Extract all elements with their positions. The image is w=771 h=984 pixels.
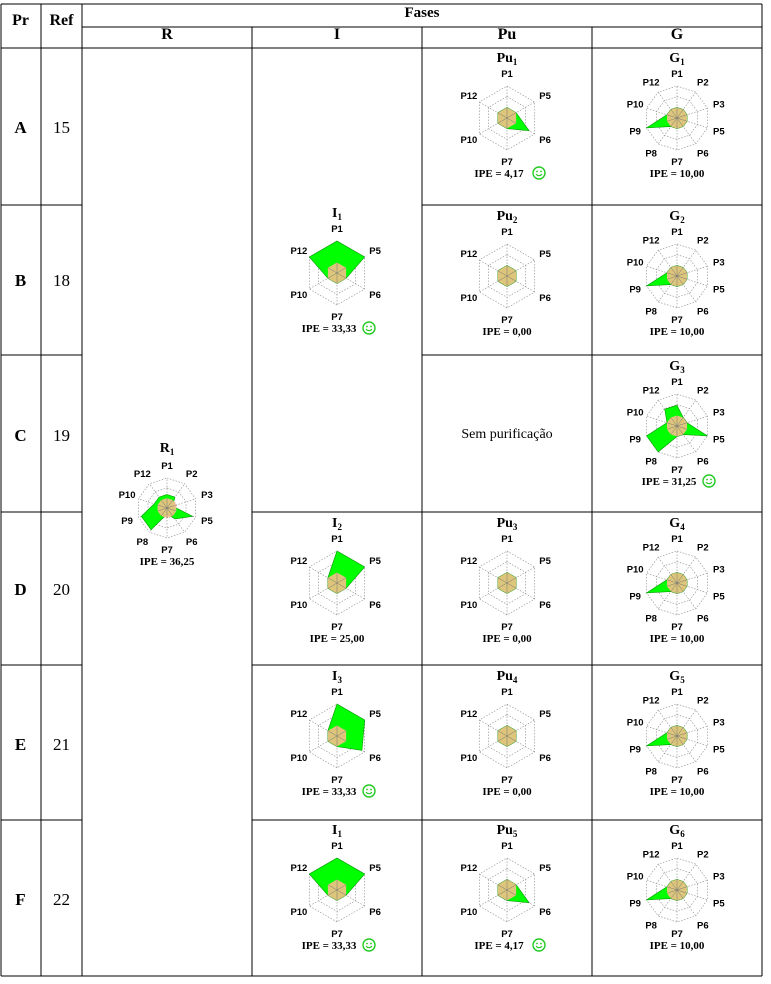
radar-axis-label: P8 (645, 766, 657, 778)
radar-title: $I_1$ (332, 823, 342, 839)
radar-axis-label: P12 (642, 695, 660, 707)
row-a-pr: A (14, 118, 27, 137)
radar-axis-label: P9 (629, 434, 641, 446)
radar-axis-label: P7 (671, 775, 683, 786)
radar-axis-label: P12 (642, 385, 660, 397)
row-b-pr: B (14, 271, 27, 290)
header-phase-r: R (161, 26, 173, 43)
radar-axis-label: P1 (671, 69, 683, 80)
radar-axis-label: P5 (713, 126, 725, 138)
radar-axis-label: P2 (697, 849, 709, 861)
radar-chart-pu1 (432, 50, 582, 200)
radar-chart-i1b (262, 822, 412, 972)
radar-axis-label: P10 (118, 490, 136, 502)
radar-axis-label: P6 (539, 135, 551, 146)
radar-title: $G_2$ (669, 209, 685, 225)
radar-title: $G_1$ (669, 51, 685, 67)
ipe-label: IPE = 10,00 (649, 940, 705, 952)
radar-title: $Pu_5$ (496, 823, 518, 839)
radar-axis-label: P7 (501, 929, 513, 940)
radar-axis-label: P8 (645, 613, 657, 625)
radar-chart-g4 (602, 515, 752, 665)
radar-axis-label: P3 (201, 490, 213, 502)
row-a-ref: 15 (53, 118, 70, 137)
radar-chart-g2 (602, 208, 752, 358)
radar-axis-label: P7 (671, 315, 683, 326)
ipe-label: IPE = 0,00 (482, 786, 532, 798)
radar-axis-label: P7 (331, 622, 343, 633)
row-f-ref: 22 (53, 890, 70, 909)
radar-axis-label: P10 (290, 753, 308, 764)
smiley-icon (703, 475, 715, 487)
radar-axis-label: P3 (713, 257, 725, 269)
header-phase-i: I (333, 26, 341, 43)
radar-title: $G_5$ (669, 669, 685, 685)
radar-axis-label: P6 (539, 600, 551, 611)
radar-axis-label: P5 (539, 556, 551, 567)
header-phase-pu: Pu (497, 26, 517, 43)
ipe-label: IPE = 10,00 (649, 326, 705, 338)
radar-axis-label: P1 (671, 841, 683, 852)
radar-axis-label: P3 (713, 717, 725, 729)
radar-axis-label: P10 (460, 907, 478, 918)
radar-title: $I_2$ (332, 516, 342, 532)
radar-axis-label: P12 (460, 863, 478, 874)
radar-axis-label: P1 (331, 224, 343, 235)
radar-axis-label: P2 (697, 385, 709, 397)
radar-axis-label: P6 (539, 753, 551, 764)
header-fases: Fases (404, 5, 440, 21)
radar-axis-label: P5 (713, 284, 725, 296)
radar-axis-label: P2 (697, 542, 709, 554)
radar-axis-label: P5 (369, 246, 381, 257)
radar-axis-label: P6 (697, 306, 709, 318)
radar-axis-label: P6 (539, 293, 551, 304)
radar-chart-g1 (602, 50, 752, 200)
radar-axis-label: P5 (713, 434, 725, 446)
radar-axis-label: P12 (460, 249, 478, 260)
radar-axis-label: P9 (629, 898, 641, 910)
radar-chart-g3 (602, 358, 752, 508)
radar-axis-label: P5 (539, 91, 551, 102)
ipe-label: IPE = 25,00 (309, 633, 365, 645)
radar-axis-label: P7 (671, 622, 683, 633)
radar-axis-label: P10 (460, 293, 478, 304)
ipe-label: IPE = 36,25 (139, 556, 195, 568)
radar-axis-label: P10 (290, 600, 308, 611)
radar-axis-label: P9 (629, 284, 641, 296)
radar-title: $I_1$ (332, 206, 342, 222)
radar-axis-label: P1 (331, 687, 343, 698)
radar-chart-pu4 (432, 668, 582, 818)
radar-axis-label: P6 (369, 290, 381, 301)
radar-axis-label: P2 (185, 469, 198, 481)
radar-axis-label: P12 (642, 542, 660, 554)
ipe-label: IPE = 33,33 (301, 786, 357, 798)
radar-axis-label: P10 (626, 407, 644, 419)
radar-axis-label: P1 (501, 227, 513, 238)
radar-axis-label: P6 (697, 766, 709, 778)
radar-axis-label: P5 (713, 744, 725, 756)
radar-axis-label: P6 (697, 148, 709, 160)
radar-title: $Pu_2$ (496, 209, 518, 225)
radar-title: $I_3$ (332, 669, 342, 685)
radar-axis-label: P5 (369, 709, 381, 720)
header-pr: Pr (12, 12, 29, 29)
radar-axis-label: P2 (697, 695, 709, 707)
ipe-label: IPE = 10,00 (649, 168, 705, 180)
radar-chart-pu5 (432, 822, 582, 972)
smiley-icon (363, 785, 375, 797)
radar-axis-label: P2 (697, 77, 709, 89)
radar-axis-label: P10 (290, 907, 308, 918)
row-c-ref: 19 (53, 426, 70, 445)
radar-title: $Pu_3$ (496, 516, 518, 532)
radar-axis-label: P7 (331, 775, 343, 786)
no-purification-label: Sem purificação (461, 427, 553, 442)
radar-axis-label: P7 (161, 545, 173, 556)
radar-axis-label: P10 (460, 135, 478, 146)
radar-chart-i1a (262, 205, 412, 355)
radar-axis-label: P2 (697, 235, 709, 247)
radar-axis-label: P5 (201, 515, 213, 527)
radar-axis-label: P6 (697, 920, 709, 932)
row-c-pr: C (14, 426, 27, 445)
radar-axis-label: P10 (626, 257, 644, 269)
radar-axis-label: P1 (331, 841, 343, 852)
radar-axis-label: P12 (290, 863, 308, 874)
ipe-label: IPE = 4,17 (474, 168, 524, 180)
radar-axis-label: P12 (460, 709, 478, 720)
radar-axis-label: P12 (290, 556, 308, 567)
row-e-pr: E (14, 735, 27, 754)
radar-axis-label: P6 (697, 613, 709, 625)
radar-chart-g5 (602, 668, 752, 818)
radar-axis-label: P7 (331, 929, 343, 940)
radar-axis-label: P5 (713, 898, 725, 910)
radar-axis-label: P12 (642, 77, 660, 89)
radar-axis-label: P7 (671, 157, 683, 168)
header-phase-g: G (670, 26, 684, 43)
radar-axis-label: P9 (629, 744, 641, 756)
radar-axis-label: P10 (626, 99, 644, 111)
radar-chart-g6 (602, 822, 752, 972)
radar-axis-label: P1 (671, 227, 683, 238)
radar-axis-label: P12 (460, 556, 478, 567)
radar-axis-label: P7 (501, 315, 513, 326)
row-d-ref: 20 (53, 580, 70, 599)
radar-axis-label: P1 (501, 69, 513, 80)
radar-axis-label: P1 (501, 534, 513, 545)
smiley-icon (533, 167, 545, 179)
row-e-ref: 21 (53, 735, 70, 754)
radar-axis-label: P3 (713, 564, 725, 576)
radar-axis-label: P7 (671, 929, 683, 940)
radar-axis-label: P7 (501, 775, 513, 786)
radar-title: $G_6$ (669, 823, 685, 839)
radar-axis-label: P9 (121, 515, 133, 527)
radar-axis-label: P12 (642, 849, 660, 861)
radar-axis-label: P12 (290, 709, 308, 720)
ipe-label: IPE = 4,17 (474, 940, 524, 952)
radar-axis-label: P6 (697, 456, 709, 468)
radar-axis-label: P7 (501, 622, 513, 633)
smiley-icon (363, 322, 375, 334)
ipe-label: IPE = 10,00 (649, 786, 705, 798)
radar-axis-label: P6 (369, 907, 381, 918)
radar-axis-label: P5 (539, 249, 551, 260)
radar-axis-label: P7 (331, 312, 343, 323)
ipe-label: IPE = 31,25 (641, 476, 697, 488)
radar-chart-pu3 (432, 515, 582, 665)
radar-axis-label: P1 (501, 687, 513, 698)
radar-axis-label: P1 (161, 461, 173, 472)
radar-axis-label: P1 (671, 687, 683, 698)
radar-axis-label: P12 (133, 469, 151, 481)
radar-axis-label: P10 (290, 290, 308, 301)
radar-axis-label: P5 (539, 709, 551, 720)
radar-title: $Pu_4$ (496, 669, 518, 685)
radar-axis-label: P1 (671, 534, 683, 545)
row-d-pr: D (14, 580, 27, 599)
radar-axis-label: P12 (460, 91, 478, 102)
smiley-icon (533, 939, 545, 951)
radar-axis-label: P3 (713, 871, 725, 883)
radar-axis-label: P10 (626, 871, 644, 883)
radar-axis-label: P9 (629, 126, 641, 138)
radar-axis-label: P1 (331, 534, 343, 545)
radar-axis-label: P6 (369, 753, 381, 764)
radar-axis-label: P10 (460, 600, 478, 611)
radar-axis-label: P7 (501, 157, 513, 168)
radar-chart-pu2 (432, 208, 582, 358)
ipe-label: IPE = 33,33 (301, 323, 357, 335)
ipe-label: IPE = 33,33 (301, 940, 357, 952)
radar-axis-label: P12 (290, 246, 308, 257)
radar-title: $G_4$ (669, 516, 685, 532)
radar-axis-label: P10 (460, 753, 478, 764)
radar-chart-i2 (262, 515, 412, 665)
radar-axis-label: P7 (671, 465, 683, 476)
radar-axis-label: P1 (501, 841, 513, 852)
radar-axis-label: P10 (626, 717, 644, 729)
radar-axis-label: P8 (645, 456, 657, 468)
radar-axis-label: P3 (713, 99, 725, 111)
ipe-label: IPE = 0,00 (482, 326, 532, 338)
header-ref: Ref (49, 12, 74, 29)
radar-axis-label: P5 (369, 863, 381, 874)
radar-chart-r1 (92, 440, 242, 590)
smiley-icon (363, 939, 375, 951)
radar-axis-label: P8 (645, 920, 657, 932)
radar-axis-label: P12 (642, 235, 660, 247)
radar-axis-label: P3 (713, 407, 725, 419)
radar-axis-label: P10 (626, 564, 644, 576)
radar-title: $G_3$ (669, 359, 685, 375)
radar-axis-label: P6 (185, 536, 198, 548)
radar-axis-label: P8 (136, 536, 149, 548)
radar-axis-label: P5 (539, 863, 551, 874)
radar-axis-label: P6 (369, 600, 381, 611)
row-b-ref: 18 (53, 271, 70, 290)
row-f-pr: F (15, 890, 26, 909)
ipe-label: IPE = 0,00 (482, 633, 532, 645)
radar-axis-label: P6 (539, 907, 551, 918)
radar-axis-label: P5 (713, 591, 725, 603)
radar-axis-label: P8 (645, 306, 657, 318)
ipe-label: IPE = 10,00 (649, 633, 705, 645)
radar-title: $R_1$ (159, 441, 175, 457)
radar-axis-label: P9 (629, 591, 641, 603)
radar-title: $Pu_1$ (496, 51, 518, 67)
radar-chart-i3 (262, 668, 412, 818)
radar-axis-label: P8 (645, 148, 657, 160)
radar-axis-label: P5 (369, 556, 381, 567)
radar-axis-label: P1 (671, 377, 683, 388)
